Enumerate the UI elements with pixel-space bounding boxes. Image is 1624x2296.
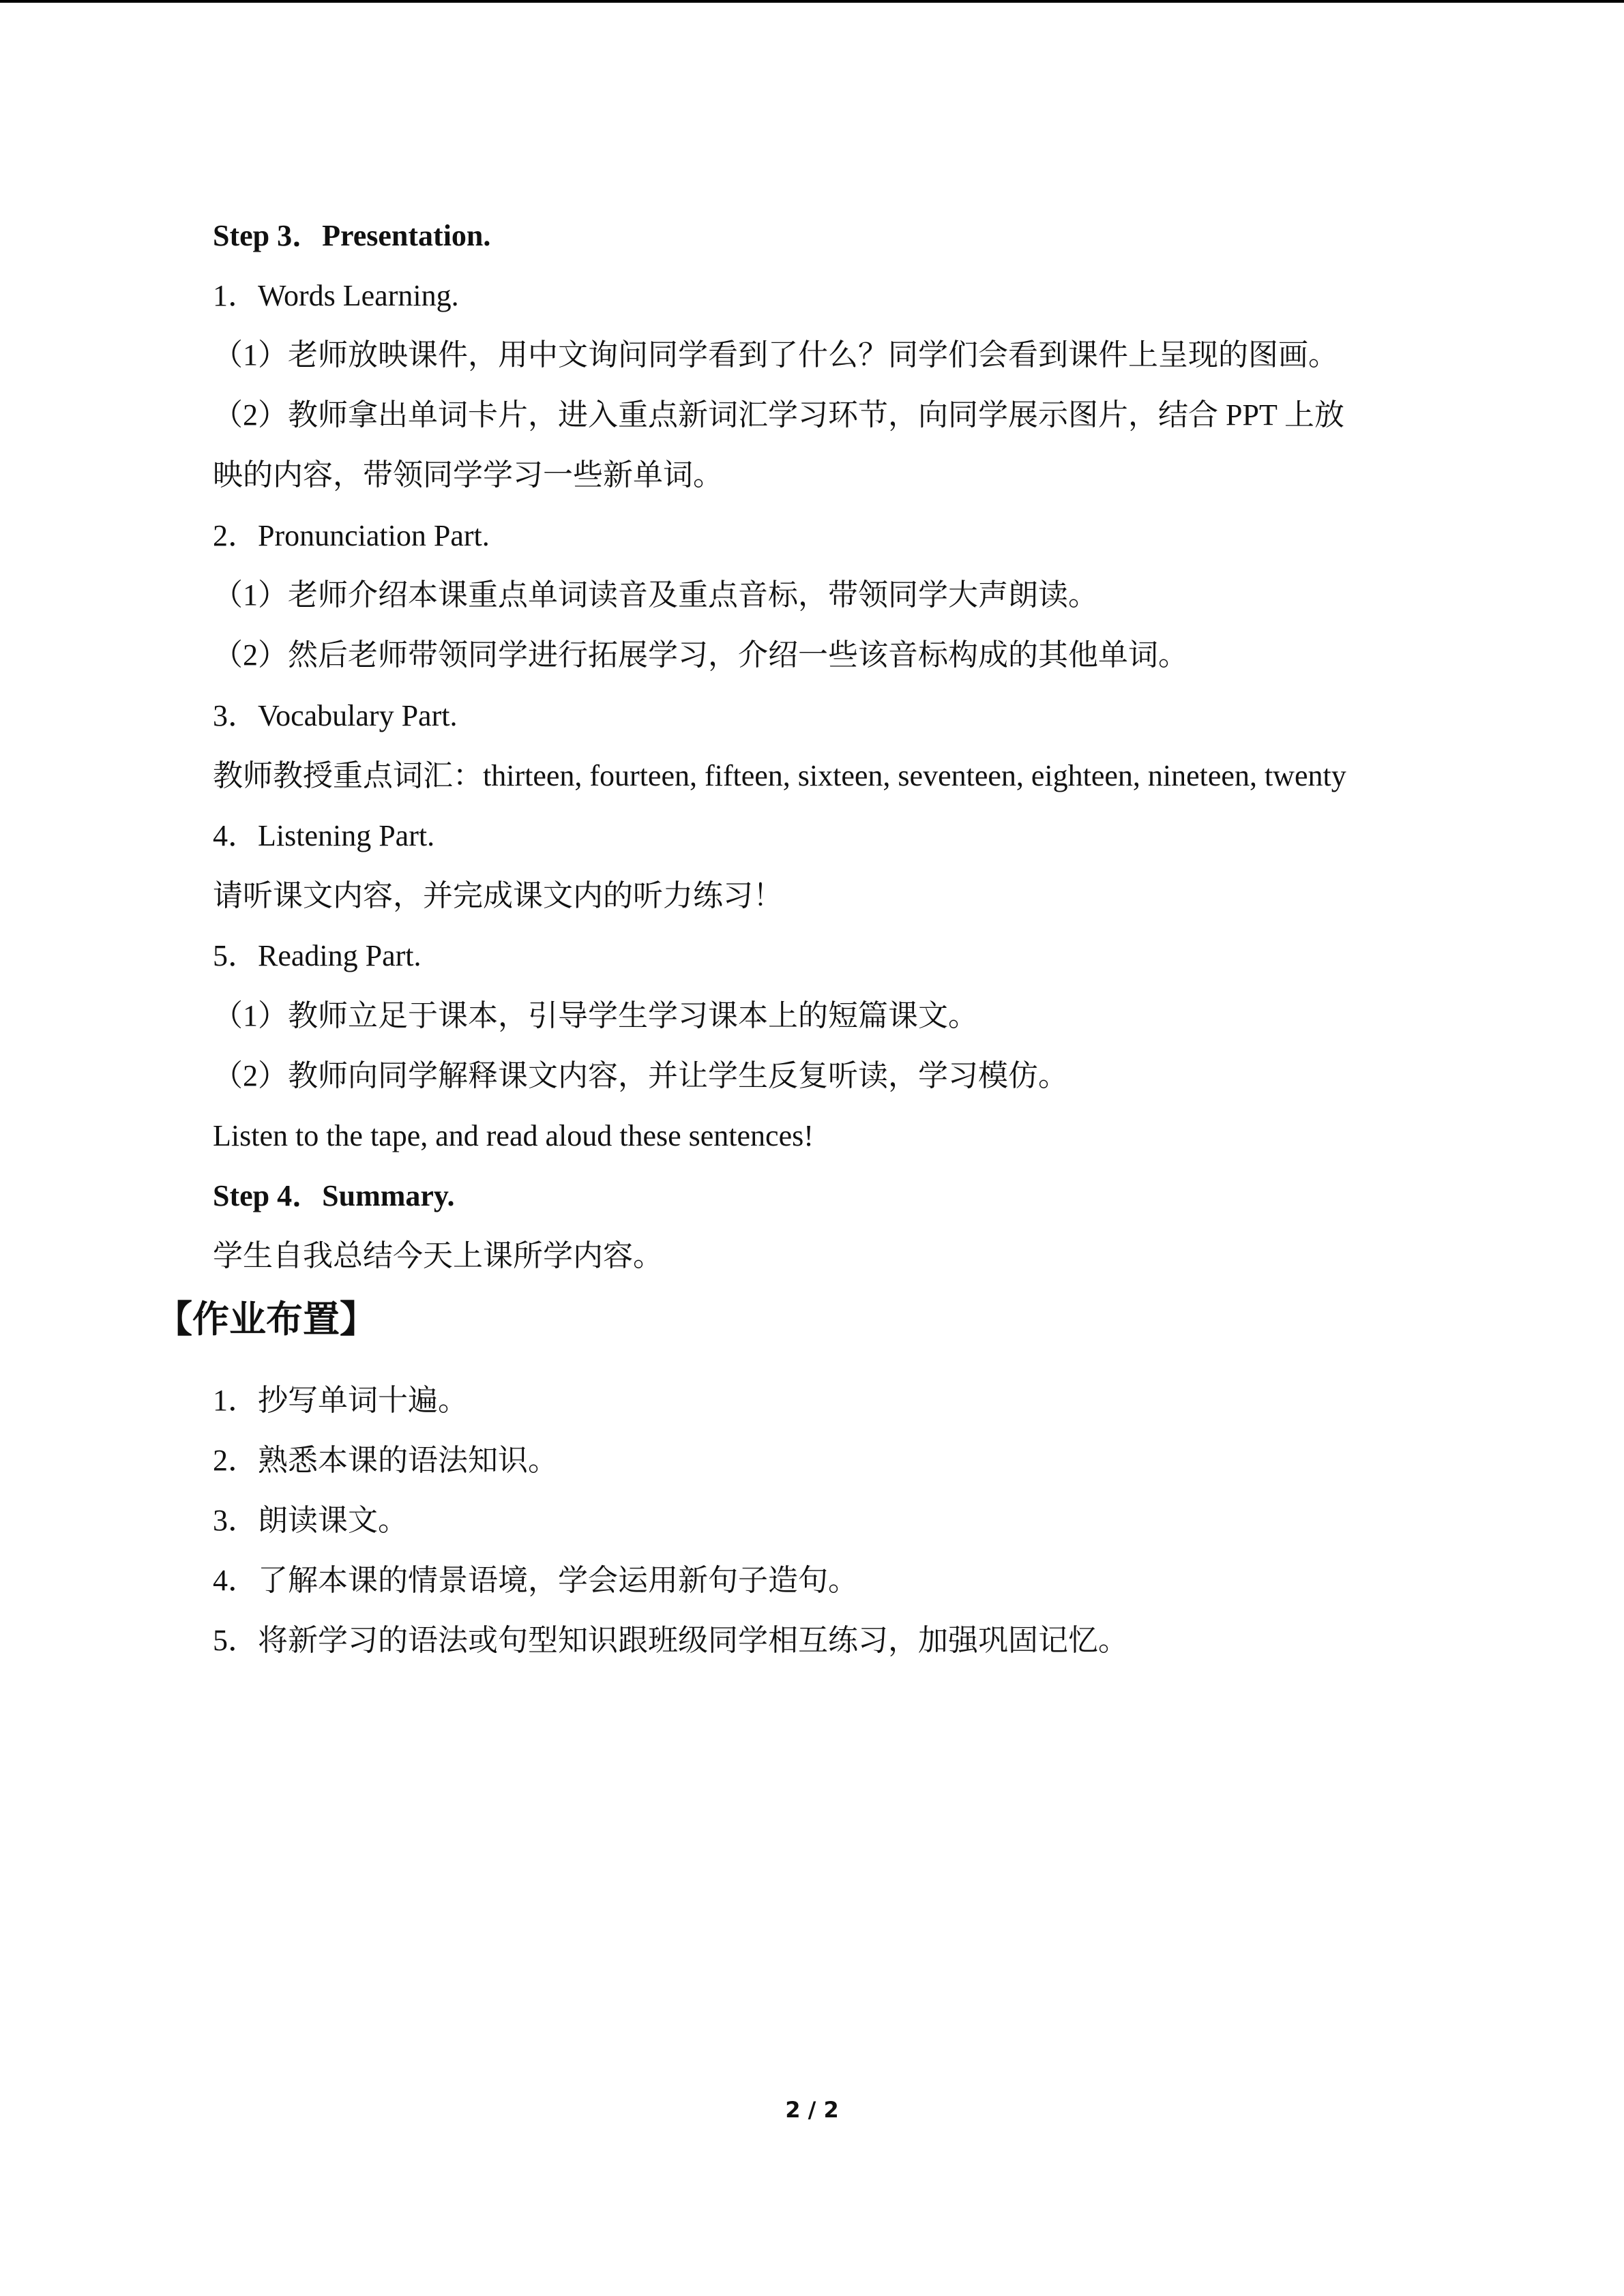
step4-title: Step 4．Summary. (213, 1179, 455, 1212)
homework-heading: 【作业布置】 (156, 1298, 377, 1341)
homework-item-3: 3．朗读课文。 (213, 1504, 408, 1537)
pronunciation-heading: 2．Pronunciation Part. (213, 519, 490, 552)
homework-item-4: 4．了解本课的情景语境，学会运用新句子造句。 (213, 1564, 858, 1597)
reading-extra: Listen to the tape, and read aloud these sentences! (213, 1119, 814, 1152)
words-learning-item-2-line-2: 映的内容，带领同学学习一些新单词。 (213, 458, 723, 492)
words-learning-item-2-line-1: （2）教师拿出单词卡片，进入重点新词汇学习环节，向同学展示图片，结合 PPT 上放 (213, 398, 1345, 432)
pronunciation-item-2: （2）然后老师带领同学进行拓展学习，介绍一些该音标构成的其他单词。 (213, 638, 1188, 672)
page-number: 2 / 2 (785, 2097, 839, 2123)
step3-title: Step 3．Presentation. (213, 219, 491, 252)
homework-item-2: 2．熟悉本课的语法知识。 (213, 1444, 558, 1477)
words-learning-heading: 1．Words Learning. (213, 279, 459, 312)
listening-content: 请听课文内容，并完成课文内的听力练习！ (213, 879, 783, 912)
vocabulary-content: 教师教授重点词汇：thirteen, fourteen, fifteen, sixteen, seventeen, eighteen, nineteen, twenty (213, 759, 1346, 792)
step4-content: 学生自我总结今天上课所学内容。 (213, 1239, 663, 1272)
reading-item-1: （1）教师立足于课本，引导学生学习课本上的短篇课文。 (213, 999, 978, 1032)
words-learning-item-1: （1）老师放映课件，用中文询问同学看到了什么？同学们会看到课件上呈现的图画。 (213, 338, 1338, 372)
vocabulary-heading: 3．Vocabulary Part. (213, 699, 458, 732)
reading-heading: 5．Reading Part. (213, 939, 422, 972)
homework-item-5: 5．将新学习的语法或句型知识跟班级同学相互练习，加强巩固记忆。 (213, 1624, 1128, 1657)
pronunciation-item-1: （1）老师介绍本课重点单词读音及重点音标，带领同学大声朗读。 (213, 578, 1098, 612)
reading-item-2: （2）教师向同学解释课文内容，并让学生反复听读，学习模仿。 (213, 1059, 1068, 1092)
listening-heading: 4．Listening Part. (213, 819, 435, 852)
homework-item-1: 1．抄写单词十遍。 (213, 1384, 468, 1417)
